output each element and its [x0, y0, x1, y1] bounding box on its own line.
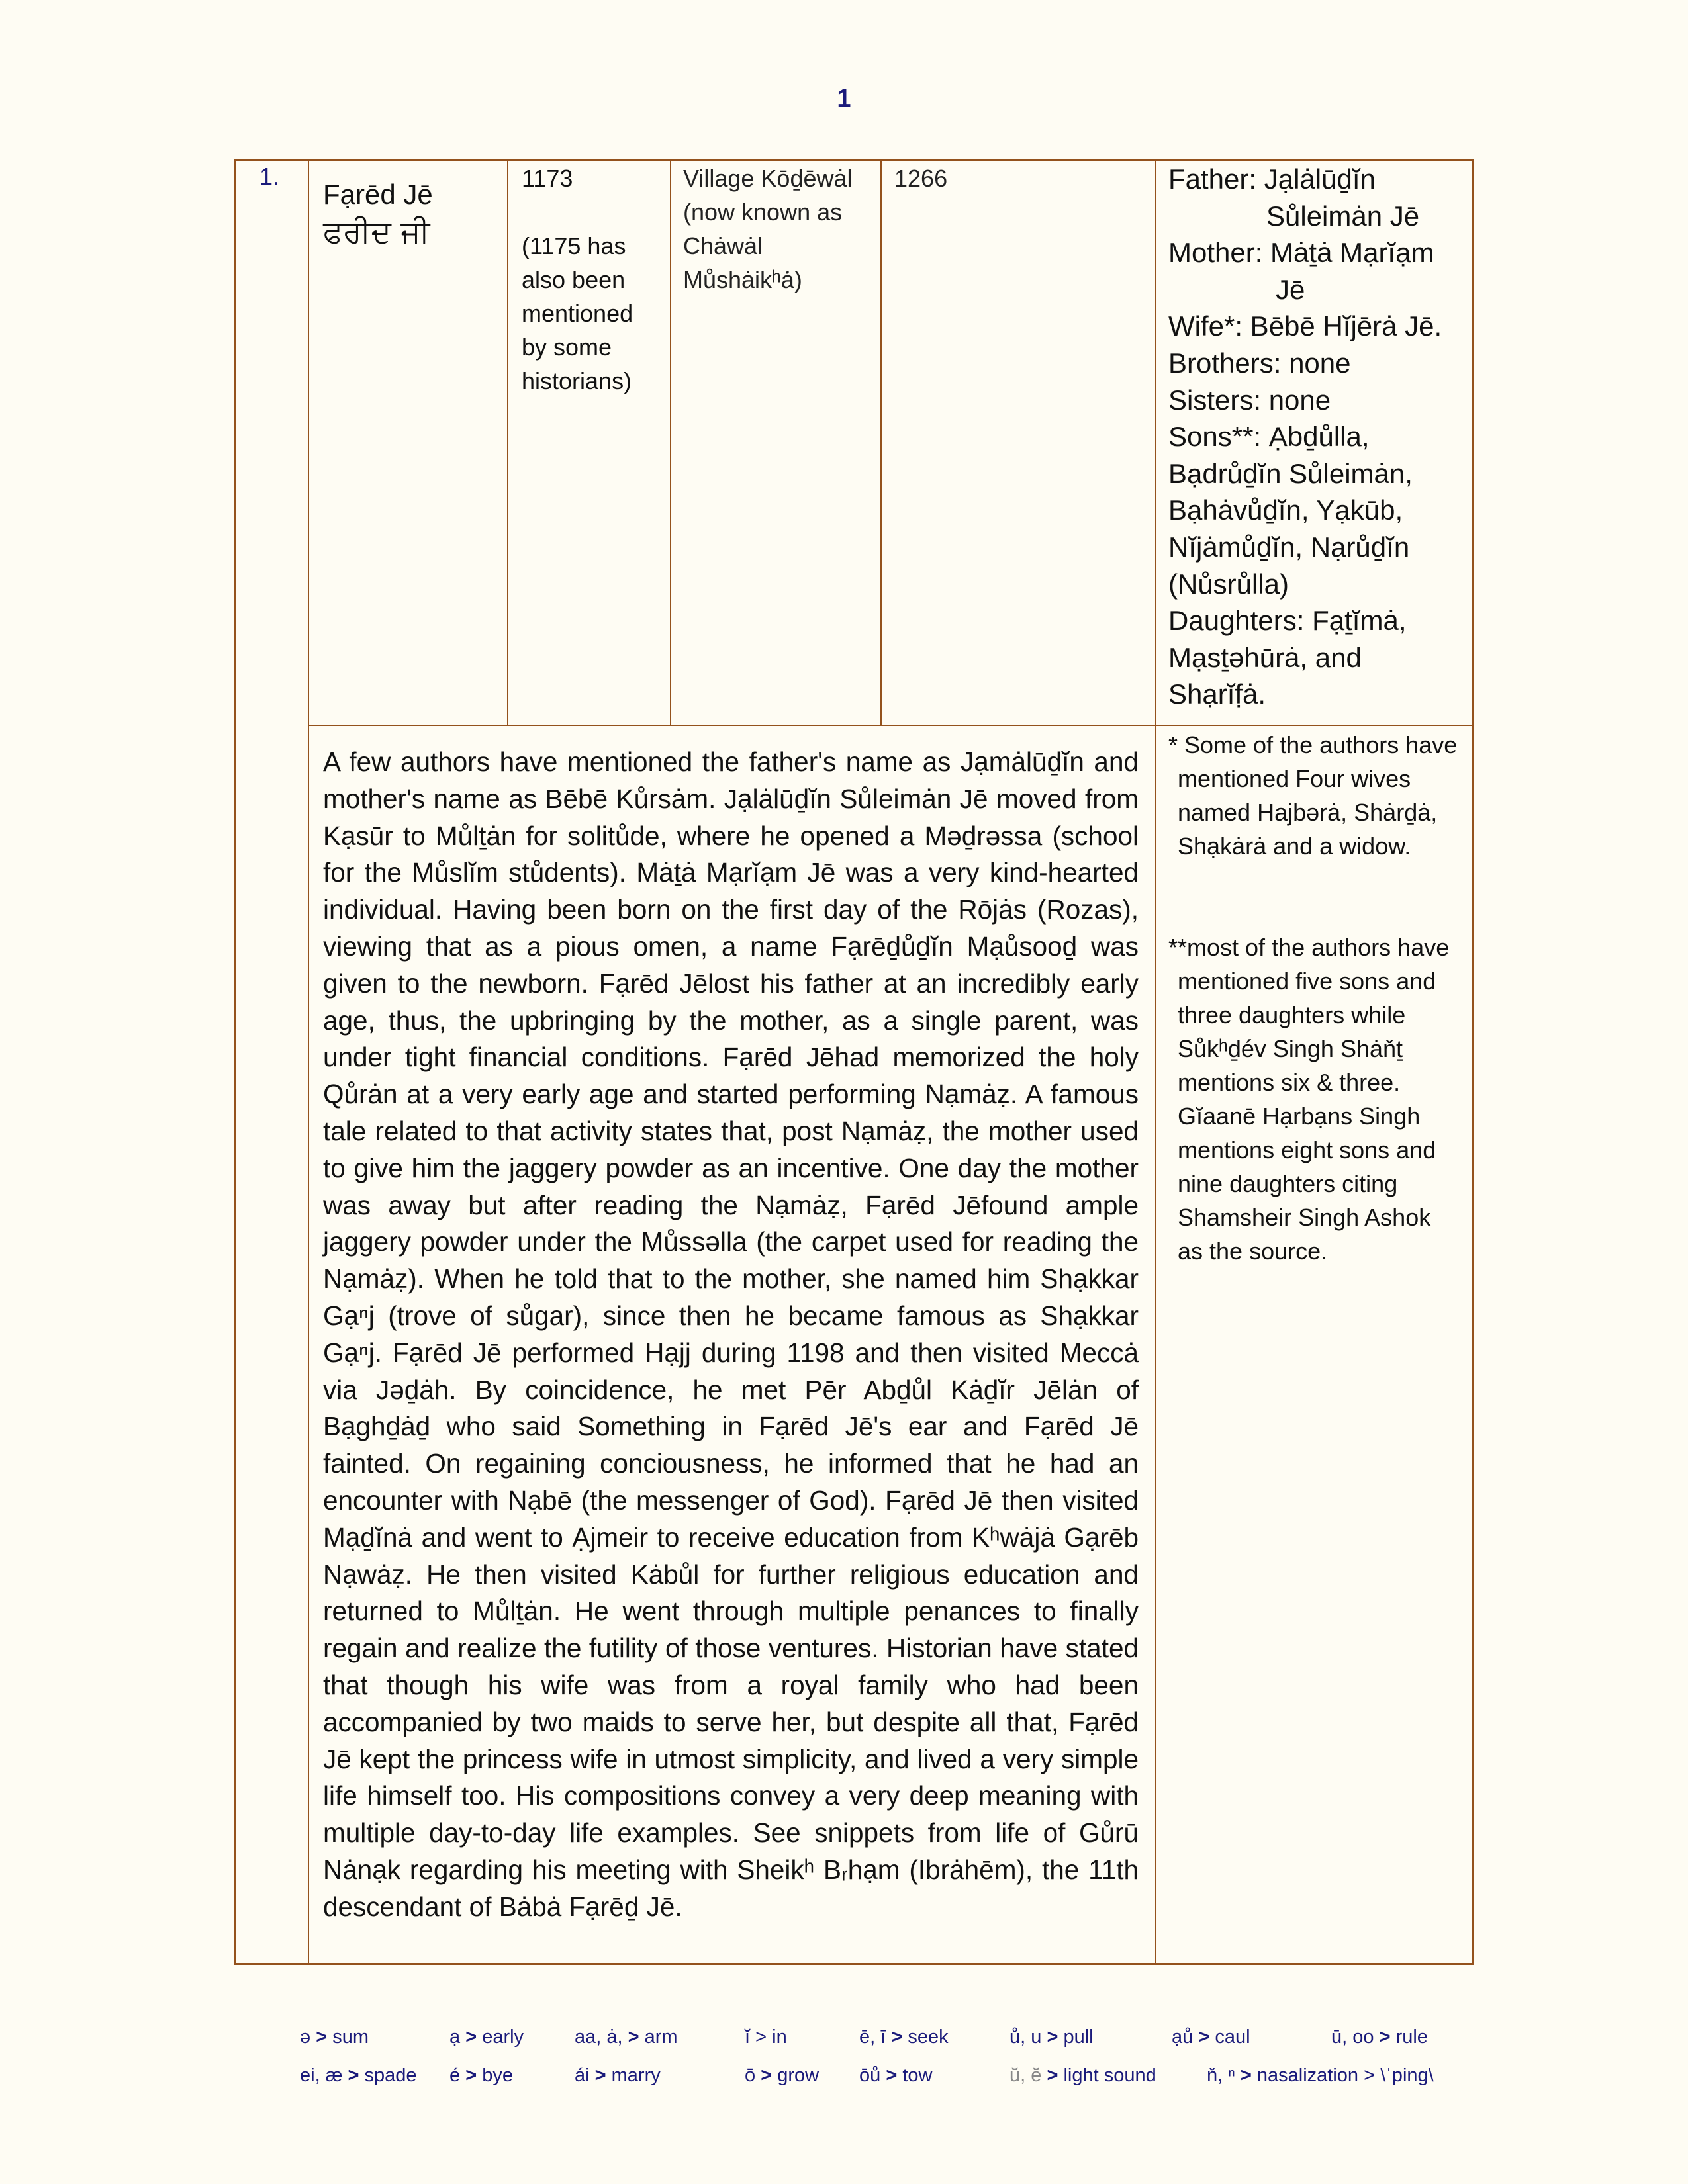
legend-item: ạů > caul	[1172, 2026, 1250, 2048]
mother: Mother: Mȧṯȧ Mạrĭạm	[1168, 237, 1434, 269]
biography-paragraph: A few authors have mentioned the father's name as Jạmȧlūḏĭn and mother's name as Bēbē Kůrsȧm. Jạlȧlūḏĭn Sůleimȧn Jē moved from Kạsūr to Můlṯȧn for solitůde, where he opened a Məḏrəssa (school for the Můslĭm stůdents). Mȧṯȧ Mạrĭạm Jē was a very kind-hearted individual. Having been born on the first day of the Rōjȧs (Rozas), viewing that as a pious omen, a name Fạrēḏůḏĭn Mạůsooḏ was given to the newborn. Fạrēd Jēlost his father at an incredibly early age, thus, the upbringing by the mother, as a single parent, was under tight financial conditions. Fạrēd Jēhad memorized the holy Qůrȧn at a very early age and started performing Nạmȧẓ. A famous tale related to that activity states that, post Nạmȧẓ, the mother used to give him the jaggery powder as an incentive. One day the mother was away but after reading the Nạmȧẓ, Fạrēd Jēfound ample jaggery powder under the Můssəlla (the carpet used for reading the Nạmȧẓ). When he told that to the mother, she named him Shạkkar Gạⁿj (trove of sůgar), since then he became famous as Shạkkar Gạⁿj. Fạrēd Jē performed Hạjj during 1198 and then visited Meccȧ via Jəḏȧh. By coincidence, he met Pēr Abḏůl Kȧḏĭr Jēlȧn of Bạghḏȧḏ who said Something in Fạrēd Jē's ear and Fạrēd Jē fainted. On regaining conciousness, he informed that he had an encounter with Nạbē (the messenger of God). Fạrēd Jē then visited Mạḏĭnȧ and went to Ạjmeir to receive education from Kʰwȧjȧ Gạrēb Nạwȧẓ. He then visited Kȧbůl for further religious education and returned to Můlṯȧn. He went through multiple penances to finally regain and realize the futility of those ventures. Historian have stated that though his wife was from a royal family who had been accompanied by two maids to serve her, but despite all that, Fạrēd Jē kept the princess wife in utmost simplicity, and lived a very simple life himself too. His compositions convey a very deep meaning with multiple day-to-day life examples. See snippets from life of Gůrū Nȧnạk regarding his meeting with Sheikʰ Bᵣhạm (Ibrȧhēm), the 11th descendant of Bȧbȧ Fạrēḏ Jē.	[323, 747, 1139, 1922]
family-details	[1168, 161, 1466, 713]
father: Father: Jạlȧlūḏĭn	[1168, 163, 1376, 195]
legend-item: ei, æ > spade	[300, 2065, 417, 2086]
father-continued: Sůleimȧn Jē	[1266, 200, 1420, 232]
table-divider	[1155, 159, 1156, 1965]
birth-year: 1173	[522, 165, 573, 192]
legend-item: é > bye	[449, 2065, 513, 2086]
legend-item: ů, u > pull	[1009, 2026, 1094, 2048]
legend-item: ū, oo > rule	[1331, 2026, 1428, 2048]
birth-place: Village Kōḏēwȧl (now known as Chȧwȧl Můshȧikʰȧ̇)	[683, 165, 853, 293]
legend-item: ə > sum	[300, 2026, 369, 2048]
legend-item: ō > grow	[745, 2065, 820, 2086]
table-divider	[880, 159, 882, 725]
sons: Sons**: Ạbḏůlla, Bạdrůḏĭn Sůleimȧn, Bạhȧvůḏĭn, Yạkūb, Nĭjȧmůḏĭn, Nạrůḏĭn (Nůsrůlla)	[1168, 421, 1413, 600]
legend-item: ái > marry	[575, 2065, 661, 2086]
death-year: 1266	[894, 165, 948, 192]
name-cell	[323, 176, 502, 250]
birth-year-note: (1175 has also been mentioned by some historians)	[522, 232, 633, 394]
daughters: Daughters: Fạṯĭmȧ, Mạsṯəhūrȧ, and Shạrĭf̣ȧ.	[1168, 605, 1407, 710]
legend-item: ĭ > in	[745, 2026, 787, 2048]
sisters: Sisters: none	[1168, 384, 1331, 416]
footnote-wife: * Some of the authors have mentioned Four wives named Hajbərȧ, Shȧrḏȧ, Shạkȧrȧ and a widow.	[1168, 731, 1458, 860]
table-divider	[670, 159, 671, 725]
footnote-children: **most of the authors have mentioned five sons and three daughters while Sůkʰḏév Singh Shȧňṯ mentions six & three. Gĭaanē Hạrbạns Singh mentions eight sons and nine daughters citing Shamsheir Singh Ashok as the source.	[1168, 934, 1450, 1265]
legend-item: ạ > early	[449, 2026, 524, 2048]
legend-item: aa, ȧ, > arm	[575, 2026, 678, 2048]
name-gurmukhi: ਫਰੀਦ ਜੀ	[323, 214, 430, 250]
name-english: Fạrēd Jē	[323, 179, 433, 210]
footnotes	[1168, 728, 1460, 1268]
birth-cell	[522, 161, 664, 398]
table-divider	[308, 159, 309, 1965]
serial-number: 1.	[259, 163, 280, 190]
legend-item: ŭ, ĕ > light sound	[1009, 2065, 1156, 2086]
table-divider	[308, 725, 1474, 726]
legend-item: ň, ⁿ > nasalization > \ˈping\	[1207, 2065, 1434, 2086]
table-divider	[507, 159, 508, 725]
wife: Wife*: Bēbē Hĭjērȧ Jē.	[1168, 310, 1442, 342]
legend-item: ē, ī > seek	[859, 2026, 949, 2048]
brothers: Brothers: none	[1168, 347, 1351, 379]
legend-item: ōů > tow	[859, 2065, 933, 2086]
mother-continued: Jē	[1276, 273, 1305, 305]
page-number: 1	[837, 85, 851, 113]
